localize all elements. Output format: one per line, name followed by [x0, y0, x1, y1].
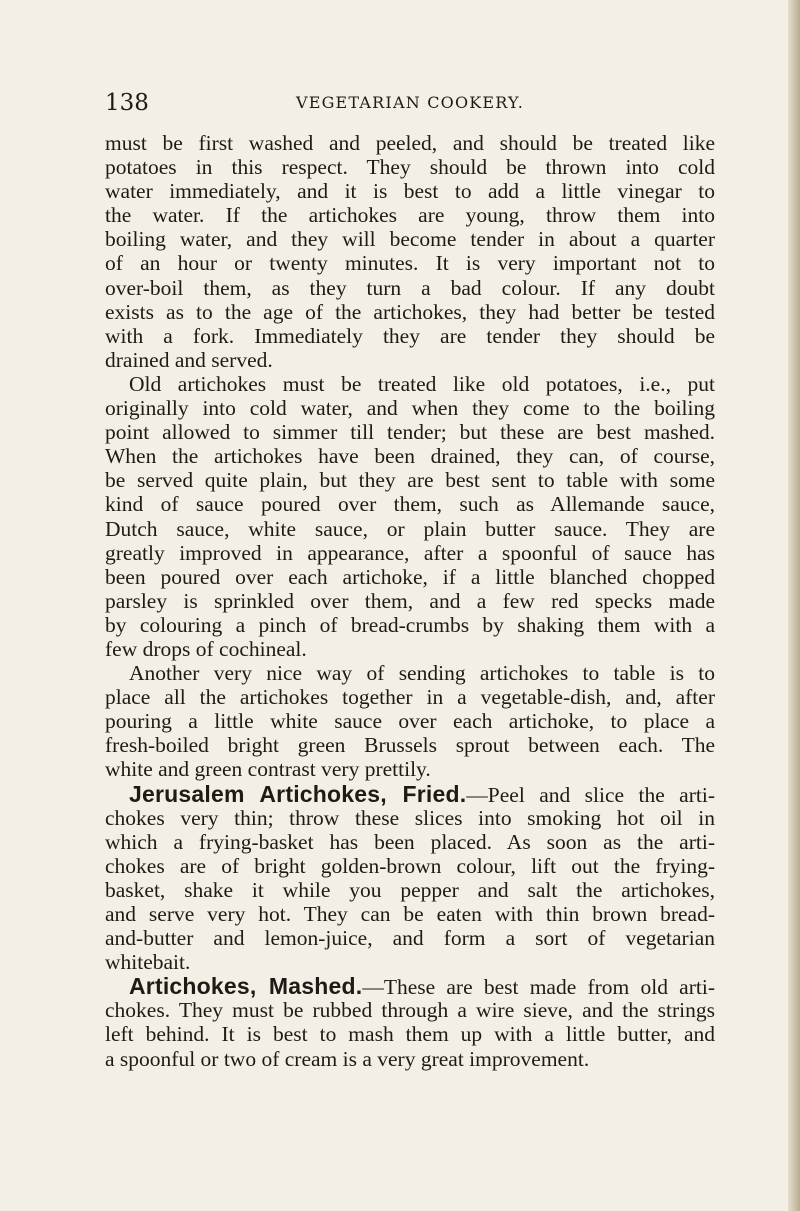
text-line: been poured over each artichoke, if a little blanched chopped [105, 564, 715, 589]
text-line: by colouring a pinch of bread-crumbs by shaking them with a [105, 612, 715, 637]
text-line: chokes are of bright golden-brown colour, lift out the frying- [105, 853, 715, 878]
text-line: fresh-boiled bright green Brussels sprout between each. The [105, 733, 715, 758]
recipe-heading: Jerusalem Artichokes, Fried. [129, 780, 467, 807]
recipe-heading: Artichokes, Mashed. [129, 973, 363, 1000]
body-text [105, 131, 715, 1071]
text-line: few drops of cochineal. [105, 636, 307, 661]
text-line: exists as to the age of the artichokes, they had better be tested [105, 299, 715, 324]
text-line: drained and served. [105, 347, 273, 372]
text-line: and-butter and lemon-juice, and form a sort of vegetarian [105, 926, 715, 951]
page-edge-shadow [788, 0, 800, 1211]
paragraph-3 [105, 661, 715, 781]
text-line: point allowed to simmer till tender; but these are best mashed. [105, 420, 715, 445]
text-line: When the artichokes have been drained, they can, of course, [105, 444, 715, 469]
text-line: over-boil them, as they turn a bad colour. If any doubt [105, 275, 715, 300]
heading-continuation: —These are best made from old arti- [362, 975, 715, 1000]
text-line: with a fork. Immediately they are tender they should be [105, 323, 715, 348]
text-line: Old artichokes must be treated like old potatoes, i.e., put [129, 371, 715, 396]
text-line: of an hour or twenty minutes. It is very important not to [105, 251, 715, 276]
page-header [105, 88, 715, 118]
text-line [105, 974, 715, 998]
text-line: and serve very hot. They can be eaten with thin brown bread- [105, 902, 715, 926]
heading-continuation: —Peel and slice the arti- [466, 782, 715, 807]
text-line: must be first washed and peeled, and should be treated like [105, 131, 715, 155]
text-line: greatly improved in appearance, after a spoonful of sauce has [105, 540, 715, 565]
text-line: originally into cold water, and when they come to the boiling [105, 396, 715, 421]
text-line: a spoonful or two of cream is a very great improvement. [105, 1046, 590, 1071]
text-line: whitebait. [105, 950, 191, 975]
text-line: basket, shake it while you pepper and salt the artichokes, [105, 877, 715, 902]
text-line: chokes very thin; throw these slices into smoking hot oil in [105, 805, 715, 830]
text-line: pouring a little white sauce over each artichoke, to place a [105, 709, 715, 734]
text-line: Another very nice way of sending artichokes to table is to [129, 661, 715, 686]
page-number: 138 [105, 90, 149, 116]
text-line: Dutch sauce, white sauce, or plain butter sauce. They are [105, 516, 715, 541]
text-line: be served quite plain, but they are best sent to table with some [105, 468, 715, 493]
text-line: the water. If the artichokes are young, throw them into [105, 203, 715, 228]
recipe-artichokes-mashed [105, 974, 715, 1070]
text-line [105, 782, 715, 806]
recipe-jerusalem-artichokes-fried [105, 782, 715, 975]
text-line: which a frying-basket has been placed. As soon as the arti- [105, 829, 715, 854]
text-line: kind of sauce poured over them, such as Allemande sauce, [105, 492, 715, 517]
text-line: parsley is sprinkled over them, and a few red specks made [105, 588, 715, 613]
text-line: place all the artichokes together in a vegetable-dish, and, after [105, 685, 715, 710]
text-line: white and green contrast very prettily. [105, 757, 431, 782]
text-line: chokes. They must be rubbed through a wire sieve, and the strings [105, 998, 715, 1023]
text-line: water immediately, and it is best to add a little vinegar to [105, 179, 715, 204]
text-line: boiling water, and they will become tender in about a quarter [105, 227, 715, 252]
paragraph-1 [105, 131, 715, 372]
running-title: VEGETARIAN COOKERY. [295, 93, 525, 112]
text-line: left behind. It is best to mash them up with a little butter, and [105, 1022, 715, 1047]
text-line: potatoes in this respect. They should be thrown into cold [105, 155, 715, 180]
paragraph-2 [105, 372, 715, 661]
